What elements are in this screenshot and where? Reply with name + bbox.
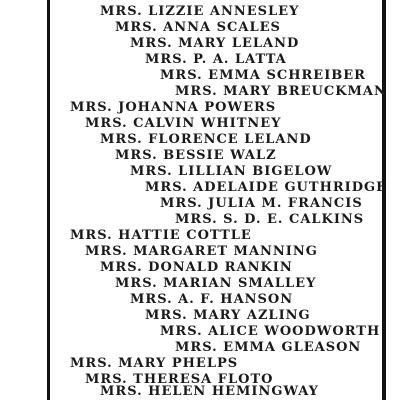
name-entry: MRS. MARY AZLING	[145, 308, 311, 323]
name-entry: MRS. MARY BREUCKMAN	[175, 84, 387, 99]
name-entry: MRS. EMMA GLEASON	[175, 340, 362, 355]
name-entry: MRS. CALVIN WHITNEY	[85, 116, 282, 131]
name-entry: MRS. BESSIE WALZ	[115, 148, 277, 163]
name-entry: MRS. MARY PHELPS	[70, 356, 239, 371]
name-entry: MRS. ADELAIDE GUTHRIDGE	[145, 180, 388, 195]
name-entry: MRS. MARY LELAND	[130, 36, 300, 51]
name-entry: MRS. HATTIE COTTLE	[70, 228, 252, 243]
name-entry: MRS. ALICE WOODWORTH	[160, 324, 381, 339]
name-entry: MRS. ANNA SCALES	[115, 20, 281, 35]
name-entry: MRS. A. F. HANSON	[130, 292, 294, 307]
name-entry: MRS. P. A. LATTA	[145, 52, 287, 67]
name-entry: MRS. MARGARET MANNING	[85, 244, 318, 259]
name-entry: MRS. LILLIAN BIGELOW	[130, 164, 333, 179]
name-entry: MRS. THERESA FLOTO	[85, 372, 274, 387]
name-entry: MRS. DONALD RANKIN	[100, 260, 293, 275]
name-entry: MRS. JULIA M. FRANCIS	[160, 196, 363, 211]
name-entry: MRS. S. D. E. CALKINS	[175, 212, 365, 227]
name-entry: MRS. JOHANNA POWERS	[70, 100, 277, 115]
name-entry: MRS. HELEN HEMINGWAY	[100, 384, 319, 399]
name-entry: MRS. FLORENCE LELAND	[100, 132, 312, 147]
name-entry: MRS. EMMA SCHREIBER	[160, 68, 366, 83]
right-border-rule	[382, 0, 386, 400]
name-entry: MRS. MARIAN SMALLEY	[115, 276, 317, 291]
name-entry: MRS. LIZZIE ANNESLEY	[100, 4, 300, 19]
left-border-rule	[47, 0, 50, 400]
